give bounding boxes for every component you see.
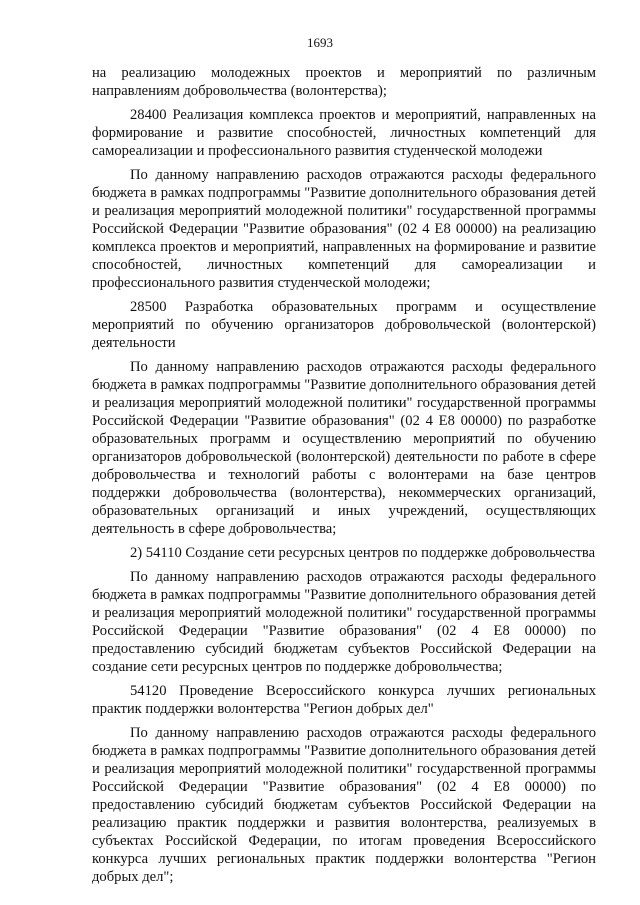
paragraph: 2) 54110 Создание сети ресурсных центров по поддержке добровольчества xyxy=(130,545,596,561)
paragraph: По данному направлению расходов отражаются расходы федерального бюджета в рамках подпрограммы "Развитие дополнительного образования детей и реализация мероприятий молодежной политики" государственной программы Российской Федерации "Развитие образования" (02 4 Е8 00000) на реализацию комплекса проектов и мероприятий, направленных на формирование и развитие способностей, личностных компетенций для самореализации и профессионального развития студенческой молодежи; xyxy=(92,167,596,291)
paragraph: По данному направлению расходов отражаются расходы федерального бюджета в рамках подпрограммы "Развитие дополнительного образования детей и реализация мероприятий молодежной политики" государственной программы Российской Федерации "Развитие образования" (02 4 Е8 00000) по разработке образовательных программ и осуществлению мероприятий по обучению организаторов добровольческой (волонтерской) деятельности по работе в сфере добровольчества и технологий работы с волонтерами на базе центров поддержки добровольчества (волонтерства), некоммерческих организаций, образовательных организаций и иных учреждений, осуществляющих деятельность в сфере добровольчества; xyxy=(92,359,596,537)
paragraph: По данному направлению расходов отражаются расходы федерального бюджета в рамках подпрограммы "Развитие дополнительного образования детей и реализация мероприятий молодежной политики" государственной программы Российской Федерации "Развитие образования" (02 4 Е8 00000) по предоставлению субсидий бюджетам субъектов Российской Федерации на создание сети ресурсных центров по поддержке добровольчества; xyxy=(92,569,596,675)
paragraph: По данному направлению расходов отражаются расходы федерального бюджета в рамках подпрограммы "Развитие дополнительного образования детей и реализация мероприятий молодежной политики" государственной программы Российской Федерации "Развитие образования" (02 4 Е8 00000) по предоставлению субсидий бюджетам субъектов Российской Федерации на реализацию практик поддержки и развития волонтерства, реализуемых в субъектах Российской Федерации, по итогам проведения Всероссийского конкурса лучших региональных практик поддержки волонтерства "Регион добрых дел"; xyxy=(92,725,596,885)
paragraph: 28500 Разработка образовательных программ и осуществление мероприятий по обучению организаторов добровольческой (волонтерской) деятельности xyxy=(92,299,596,351)
paragraph: 28400 Реализация комплекса проектов и мероприятий, направленных на формирование и развитие способностей, личностных компетенций для самореализации и профессионального развития студенческой молодежи xyxy=(92,107,596,159)
paragraph: 54120 Проведение Всероссийского конкурса лучших региональных практик поддержки волонтерства "Регион добрых дел" xyxy=(92,683,596,717)
document-body xyxy=(92,64,596,892)
paragraph: на реализацию молодежных проектов и мероприятий по различным направлениям добровольчества (волонтерства); xyxy=(92,65,596,99)
page-number: 1693 xyxy=(307,35,333,50)
